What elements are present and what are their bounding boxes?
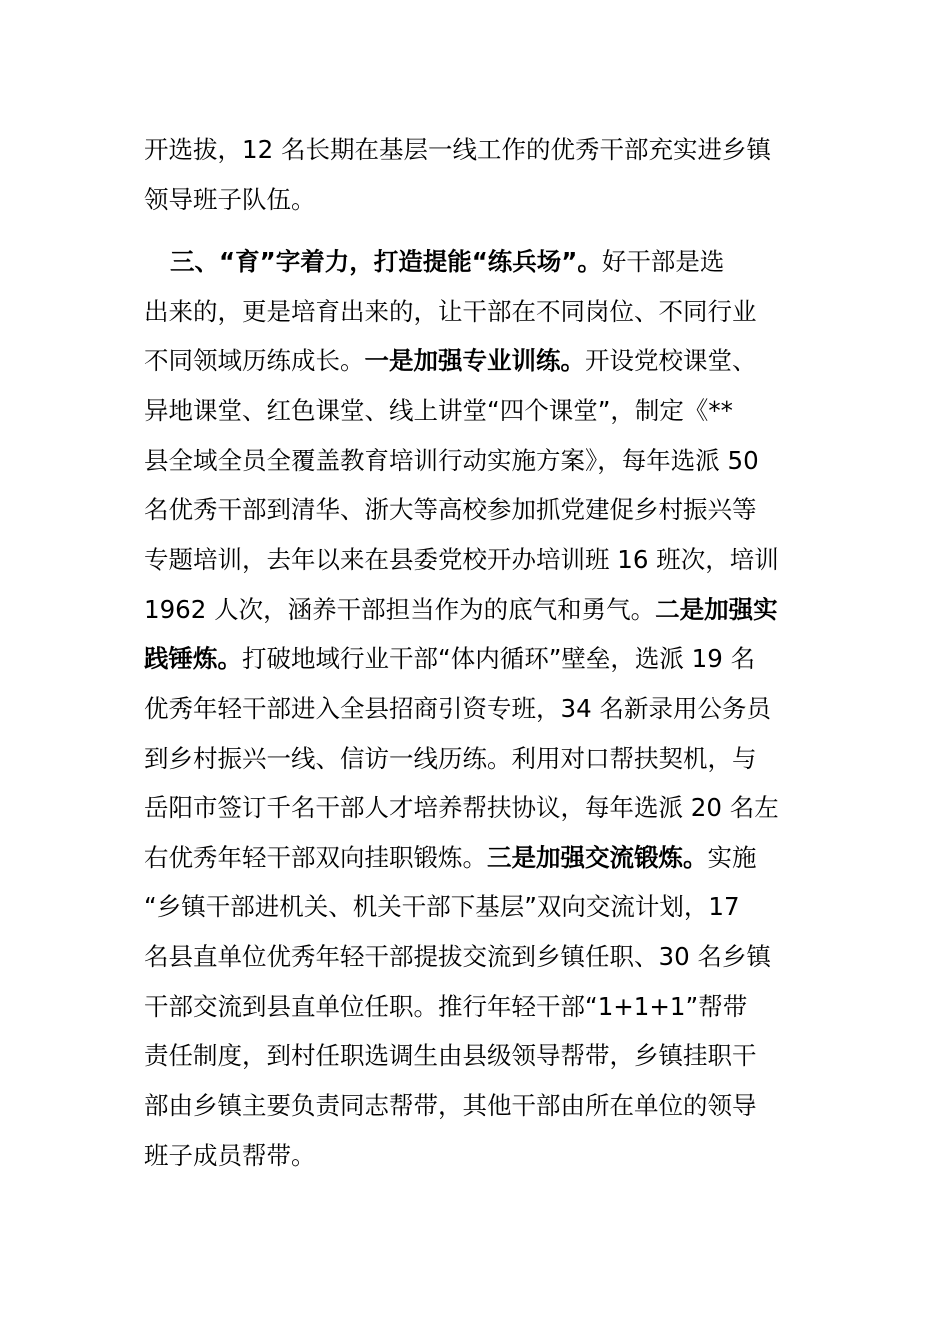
- text-segment: 名县直单位优秀年轻干部提拔交流到乡镇任职、30 名乡镇: [144, 942, 771, 971]
- text-segment: 班子成员帮带。: [144, 1141, 316, 1170]
- section-heading-line: [170, 240, 724, 284]
- text-line: [144, 128, 771, 172]
- text-segment: 干部交流到县直单位任职。推行年轻干部“1+1+1”帮带: [144, 992, 748, 1021]
- text-line: [144, 687, 771, 731]
- text-line: [144, 786, 779, 830]
- text-line: [144, 836, 757, 880]
- text-line: [144, 488, 757, 532]
- text-segment: 不同领域历练成长。: [144, 346, 365, 375]
- text-line: [144, 737, 757, 781]
- text-segment: 岳阳市签订千名干部人才培养帮扶协议，每年选派 20 名左: [144, 793, 779, 822]
- text-segment: 开选拔，12 名长期在基层一线工作的优秀干部充实进乡镇: [144, 135, 771, 164]
- text-segment: 好干部是选: [601, 247, 725, 276]
- text-line: [144, 935, 771, 979]
- text-line: [144, 885, 740, 929]
- text-line: [144, 538, 779, 582]
- text-segment: 异地课堂、红色课堂、线上讲堂“四个课堂”，制定《**: [144, 396, 733, 425]
- text-segment: 到乡村振兴一线、信访一线历练。利用对口帮扶契机，与: [144, 744, 757, 773]
- text-line: [144, 1084, 757, 1128]
- text-segment: 名优秀干部到清华、浙大等高校参加抓党建促乡村振兴等: [144, 495, 757, 524]
- subheading: 一是加强专业训练。: [364, 346, 585, 375]
- text-segment: 责任制度，到村任职选调生由县级领导帮带，乡镇挂职干: [144, 1041, 757, 1070]
- text-line: [144, 1134, 316, 1178]
- text-line: [144, 178, 316, 222]
- text-segment: 打破地域行业干部“体内循环”壁垒，选派 19 名: [242, 644, 756, 673]
- text-line: [144, 588, 778, 632]
- text-segment: 实施: [707, 843, 757, 872]
- section-heading: 三、“育”字着力，打造提能“练兵场”。: [170, 247, 602, 276]
- text-line: [144, 389, 733, 433]
- subheading: 三是加强交流锻炼。: [487, 843, 708, 872]
- subheading: 践锤炼。: [144, 644, 242, 673]
- text-segment: 专题培训，去年以来在县委党校开办培训班 16 班次，培训: [144, 545, 779, 574]
- text-segment: 优秀年轻干部进入全县招商引资专班，34 名新录用公务员: [144, 694, 771, 723]
- text-segment: 领导班子队伍。: [144, 185, 316, 214]
- text-line: [144, 339, 757, 383]
- text-segment: 县全域全员全覆盖教育培训行动实施方案》，每年选派 50: [144, 446, 759, 475]
- text-segment: “乡镇干部进机关、机关干部下基层”双向交流计划，17: [144, 892, 740, 921]
- text-line: [144, 290, 757, 334]
- text-segment: 1962 人次，涵养干部担当作为的底气和勇气。: [144, 595, 656, 624]
- text-line: [144, 439, 759, 483]
- text-segment: 右优秀年轻干部双向挂职锻炼。: [144, 843, 487, 872]
- text-line: [144, 985, 747, 1029]
- text-segment: 出来的，更是培育出来的，让干部在不同岗位、不同行业: [144, 297, 757, 326]
- text-segment: 开设党校课堂、: [585, 346, 757, 375]
- subheading: 二是加强实: [655, 595, 778, 624]
- text-segment: 部由乡镇主要负责同志帮带，其他干部由所在单位的领导: [144, 1091, 757, 1120]
- text-line: [144, 637, 755, 681]
- text-line: [144, 1034, 757, 1078]
